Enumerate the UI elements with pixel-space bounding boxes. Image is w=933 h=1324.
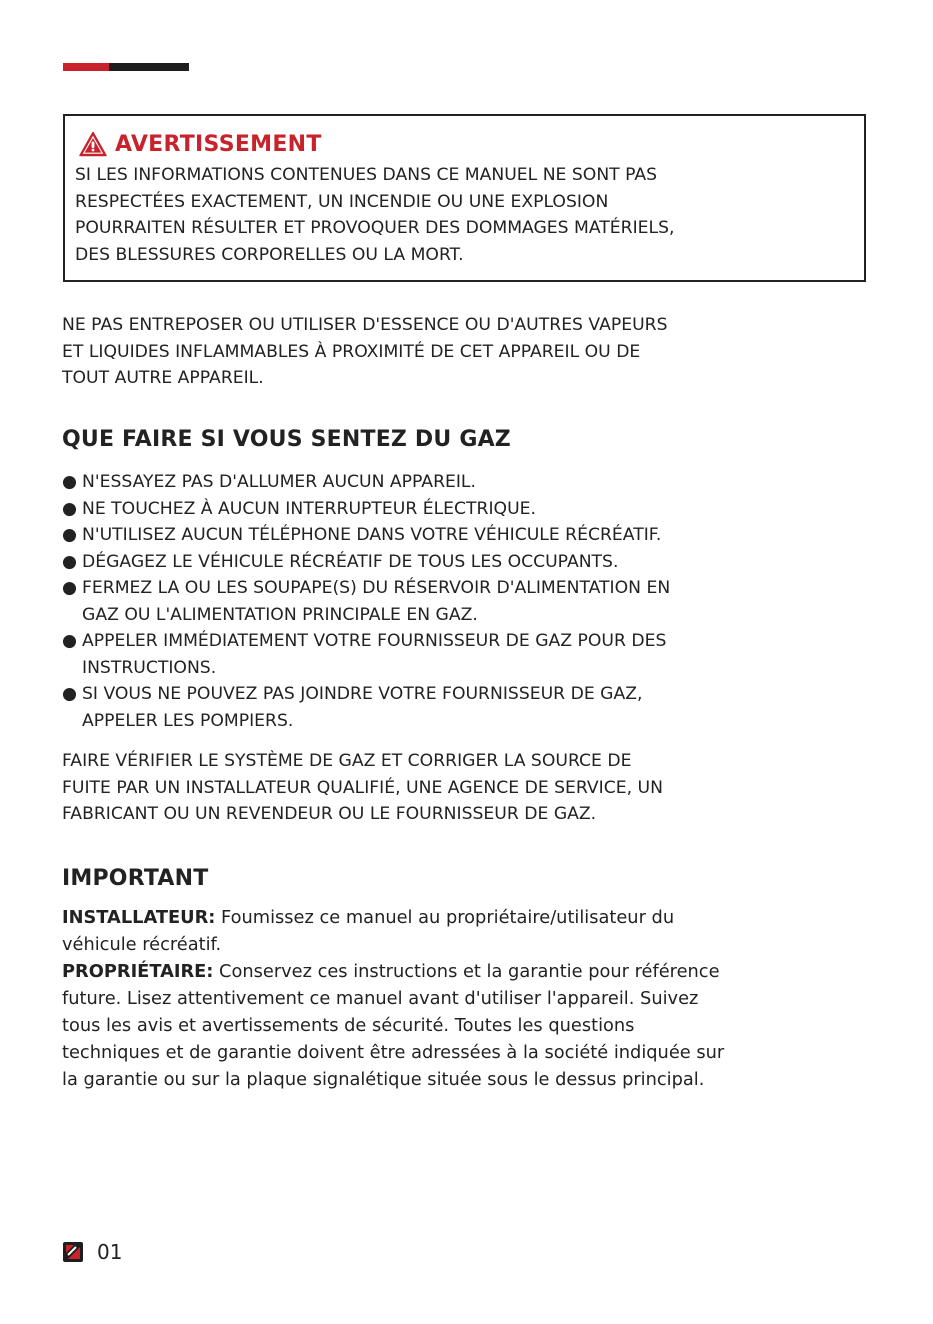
owner-line: techniques et de garantie doivent être adressées à la société indiquée sur <box>62 1042 725 1063</box>
warning-line: RESPECTÉES EXACTEMENT, UN INCENDIE OU UNE EXPLOSION <box>75 191 609 212</box>
installer-label: INSTALLATEUR: <box>62 907 216 928</box>
header-accent-dark <box>109 63 189 71</box>
brand-logo-icon <box>63 1242 83 1262</box>
warning-line: SI LES INFORMATIONS CONTENUES DANS CE MANUEL NE SONT PAS <box>75 165 658 185</box>
owner-line: future. Lisez attentivement ce manuel avant d'utiliser l'appareil. Suivez <box>62 988 699 1009</box>
page-footer <box>63 1240 122 1264</box>
bullet-icon: ● <box>62 684 77 704</box>
bullet-icon: ● <box>62 631 77 651</box>
closing-line: FABRICANT OU UN REVENDEUR OU LE FOURNISSEUR DE GAZ. <box>62 804 597 824</box>
installer-text: Foumissez ce manuel au propriétaire/utilisateur du <box>215 907 675 928</box>
warning-title: AVERTISSEMENT <box>115 131 322 157</box>
owner-text: Conservez ces instructions et la garantie pour référence <box>213 961 720 982</box>
gas-section-title: QUE FAIRE SI VOUS SENTEZ DU GAZ <box>62 427 511 452</box>
list-item <box>62 628 872 681</box>
bullet-icon: ● <box>62 525 77 545</box>
header-accent-red <box>63 63 109 71</box>
warning-text <box>75 162 865 268</box>
list-item <box>62 681 872 734</box>
header-accent-bar <box>63 63 189 71</box>
installer-line <box>62 904 872 931</box>
list-item-text: DÉGAGEZ LE VÉHICULE RÉCRÉATIF DE TOUS LES OCCUPANTS. <box>82 551 619 572</box>
closing-line: FAIRE VÉRIFIER LE SYSTÈME DE GAZ ET CORRIGER LA SOURCE DE <box>62 751 632 771</box>
warning-triangle-icon <box>79 131 107 157</box>
list-item-text: NE TOUCHEZ À AUCUN INTERRUPTEUR ÉLECTRIQUE. <box>82 498 536 519</box>
owner-line: tous les avis et avertissements de sécurité. Toutes les questions <box>62 1015 635 1036</box>
important-title: IMPORTANT <box>62 866 209 891</box>
gas-closing-paragraph <box>62 748 872 828</box>
page-number: 01 <box>97 1240 123 1264</box>
storage-notice-line: ET LIQUIDES INFLAMMABLES À PROXIMITÉ DE CET APPAREIL OU DE <box>62 341 641 362</box>
list-item-text: N'ESSAYEZ PAS D'ALLUMER AUCUN APPAREIL. <box>82 472 476 492</box>
warning-heading <box>79 128 322 160</box>
list-item-text: INSTRUCTIONS. <box>82 657 217 678</box>
warning-line: POURRAITEN RÉSULTER ET PROVOQUER DES DOMMAGES MATÉRIELS, <box>75 218 675 238</box>
list-item <box>62 522 872 549</box>
list-item <box>62 549 872 576</box>
warning-line: DES BLESSURES CORPORELLES OU LA MORT. <box>75 244 464 265</box>
list-item <box>62 469 872 496</box>
important-text <box>62 904 872 1093</box>
bullet-icon: ● <box>62 498 77 519</box>
storage-notice <box>62 312 872 392</box>
closing-line: FUITE PAR UN INSTALLATEUR QUALIFIÉ, UNE AGENCE DE SERVICE, UN <box>62 777 663 798</box>
storage-notice-line: TOUT AUTRE APPAREIL. <box>62 368 264 388</box>
list-item-text: FERMEZ LA OU LES SOUPAPE(S) DU RÉSERVOIR D'ALIMENTATION EN <box>82 578 671 598</box>
bullet-icon: ● <box>62 578 77 598</box>
bullet-icon: ● <box>62 472 77 492</box>
list-item-text: SI VOUS NE POUVEZ PAS JOINDRE VOTRE FOURNISSEUR DE GAZ, <box>82 684 643 704</box>
installer-line: véhicule récréatif. <box>62 934 222 955</box>
bullet-icon: ● <box>62 551 77 572</box>
owner-line <box>62 958 872 985</box>
list-item-text: APPELER IMMÉDIATEMENT VOTRE FOURNISSEUR DE GAZ POUR DES <box>82 631 667 651</box>
list-item <box>62 575 872 628</box>
storage-notice-line: NE PAS ENTREPOSER OU UTILISER D'ESSENCE OU D'AUTRES VAPEURS <box>62 315 668 335</box>
owner-label: PROPRIÉTAIRE: <box>62 961 214 982</box>
list-item-text: N'UTILISEZ AUCUN TÉLÉPHONE DANS VOTRE VÉHICULE RÉCRÉATIF. <box>82 525 662 545</box>
gas-instructions-list <box>62 469 872 734</box>
list-item <box>62 496 872 523</box>
owner-line: la garantie ou sur la plaque signalétique située sous le dessus principal. <box>62 1069 705 1090</box>
warning-box <box>63 114 866 282</box>
list-item-text: GAZ OU L'ALIMENTATION PRINCIPALE EN GAZ. <box>82 604 478 625</box>
list-item-text: APPELER LES POMPIERS. <box>82 710 294 731</box>
